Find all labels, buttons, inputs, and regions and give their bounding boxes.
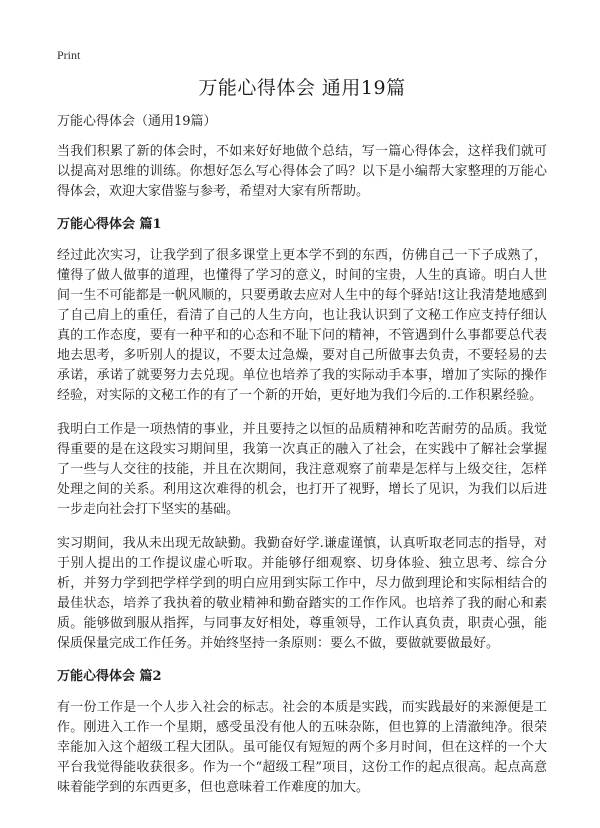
section-1-paragraph-3: 实习期间，我从未出现无故缺勤。我勤奋好学.谦虚谨慎，认真听取老同志的指导，对于别人提出的工作提议虚心听取。并能够仔细观察、切身体验、独立思考、综合分析，并努力学到把学样学到的明白应用到实际工作中，尽力做到理论和实际相结合的最佳状态，培养了我执着的敬业精神和勤奋踏实的工作作风。也培养了我的耐心和素质。能够做到服从指挥，与同事友好相处，尊重领导，工作认真负责，职责心强，能保质保量完成工作任务。并始终坚持一条原则：要么不做，要做就要做最好。: [57, 536, 547, 651]
document-title: 万能心得体会 通用19篇: [198, 77, 406, 99]
section-heading-1: 万能心得体会 篇1: [57, 217, 162, 232]
section-heading-2: 万能心得体会 篇2: [57, 669, 162, 684]
document-subtitle: 万能心得体会（通用19篇）: [57, 114, 217, 129]
section-1-paragraph-2: 我明白工作是一项热情的事业，并且要持之以恒的品质精神和吃苦耐劳的品质。我觉得重要的是在这段实习期间里，我第一次真正的融入了社会，在实践中了解社会掌握了一些与人交往的技能，并且在次期间，我注意观察了前辈是怎样与上级交往，怎样处理之间的关系。利用这次难得的机会，也打开了视野，增长了见识，为我们以后进一步走向社会打下坚实的基础。: [57, 422, 547, 517]
section-1-paragraph-1: 经过此次实习，让我学到了很多课堂上更本学不到的东西，仿佛自己一下子成熟了，懂得了做人做事的道理，也懂得了学习的意义，时间的宝贵，人生的真谛。明白人世间一生不可能都是一帆风顺的，只要勇敢去应对人生中的每个驿站!这让我清楚地感到了自己肩上的重任，看清了自己的人生方向，也让我认识到了文秘工作应支持仔细认真的工作态度，要有一种平和的心态和不耻下问的精神，不管遇到什么事都要总代表地去思考，多听别人的提议，不要太过急燥，要对自己所做事去负责，不要轻易的去承诺，承诺了就要努力去兑现。单位也培养了我的实际动手本事，增加了实际的操作经验，对实际的文秘工作的有了一个新的开始，更好地为我们今后的.工作积累经验。: [57, 248, 547, 403]
section-2-paragraph-1: 有一份工作是一个人步入社会的标志。社会的本质是实践，而实践最好的来源便是工作。刚进入工作一个星期，感受虽没有他人的五味杂陈，但也算的上清澈纯净。很荣幸能加入这个超级工程大团队。虽可能仅有短短的两个多月时间，但在这样的一个大平台我觉得能收获很多。作为一个“超级工程”项目，这份工作的起点很高。起点高意味着能学到的东西更多，但也意味着工作难度的加大。: [57, 700, 547, 795]
print-label[interactable]: Print: [57, 48, 81, 62]
document-body: [57, 76, 547, 812]
intro-paragraph: 当我们积累了新的体会时，不如来好好地做个总结，写一篇心得体会，这样我们就可以提高对思维的训练。你想好怎么写心得体会了吗？以下是小编帮大家整理的万能心得体会，欢迎大家借鉴与参考，希望对大家有所帮助。: [57, 144, 547, 199]
